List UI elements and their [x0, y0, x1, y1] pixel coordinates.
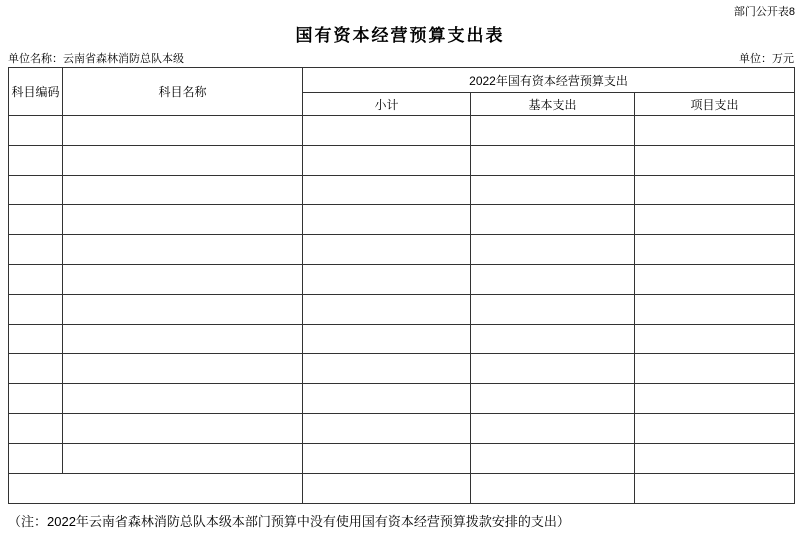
cell-code	[9, 324, 63, 354]
table-row	[9, 175, 795, 205]
cell-basic	[471, 205, 635, 235]
cell-basic	[471, 235, 635, 265]
budget-table	[8, 67, 795, 504]
cell-basic	[471, 175, 635, 205]
cell-code	[9, 413, 63, 443]
table-row	[9, 205, 795, 235]
table-total-row	[9, 473, 795, 503]
cell-basic	[471, 443, 635, 473]
cell-name	[63, 413, 303, 443]
cell-subtotal	[303, 116, 471, 146]
cell-basic	[471, 354, 635, 384]
unit-name-value: 云南省森林消防总队本级	[63, 53, 184, 65]
cell-name	[63, 384, 303, 414]
unit-name-text	[8, 50, 184, 66]
table-row	[9, 413, 795, 443]
header-basic-expenditure: 基本支出	[471, 93, 635, 116]
footnote: （注：2022年云南省森林消防总队本级本部门预算中没有使用国有资本经营预算拨款安排的支出）	[8, 514, 570, 529]
table-row	[9, 384, 795, 414]
cell-code	[9, 264, 63, 294]
cell-merged-label	[9, 473, 303, 503]
cell-basic	[471, 294, 635, 324]
cell-project	[635, 205, 795, 235]
cell-subtotal	[303, 145, 471, 175]
cell-code	[9, 175, 63, 205]
unit-name-label: 单位名称：	[8, 53, 63, 65]
cell-basic	[471, 324, 635, 354]
cell-project	[635, 384, 795, 414]
header-project-expenditure: 项目支出	[635, 93, 795, 116]
cell-subtotal	[303, 205, 471, 235]
cell-project	[635, 413, 795, 443]
cell-code	[9, 354, 63, 384]
cell-project	[635, 294, 795, 324]
cell-subtotal	[303, 294, 471, 324]
header-group-2022-budget: 2022年国有资本经营预算支出	[303, 68, 795, 93]
table-header	[9, 68, 795, 116]
cell-basic	[471, 384, 635, 414]
cell-basic	[471, 473, 635, 503]
cell-subtotal	[303, 235, 471, 265]
cell-project	[635, 443, 795, 473]
cell-basic	[471, 116, 635, 146]
header-subject-name: 科目名称	[63, 68, 303, 116]
cell-subtotal	[303, 473, 471, 503]
table-row	[9, 116, 795, 146]
cell-project	[635, 116, 795, 146]
cell-subtotal	[303, 354, 471, 384]
cell-subtotal	[303, 384, 471, 414]
table-body	[9, 116, 795, 504]
table-row	[9, 294, 795, 324]
cell-project	[635, 324, 795, 354]
corner-table-number: 部门公开表8	[733, 6, 795, 18]
table-row	[9, 145, 795, 175]
cell-name	[63, 175, 303, 205]
cell-name	[63, 235, 303, 265]
table-row	[9, 264, 795, 294]
cell-basic	[471, 413, 635, 443]
header-subject-code: 科目编码	[9, 68, 63, 116]
cell-code	[9, 235, 63, 265]
cell-project	[635, 175, 795, 205]
cell-code	[9, 384, 63, 414]
header-row-1	[9, 68, 795, 93]
table-row	[9, 443, 795, 473]
page-title: 国有资本经营预算支出表	[295, 26, 505, 45]
cell-name	[63, 205, 303, 235]
cell-code	[9, 145, 63, 175]
cell-subtotal	[303, 175, 471, 205]
cell-name	[63, 294, 303, 324]
cell-code	[9, 205, 63, 235]
cell-basic	[471, 264, 635, 294]
cell-name	[63, 354, 303, 384]
cell-name	[63, 145, 303, 175]
cell-basic	[471, 145, 635, 175]
unit-of-measure-label: 单位：万元	[739, 53, 794, 65]
cell-project	[635, 235, 795, 265]
cell-project	[635, 473, 795, 503]
header-subtotal: 小计	[303, 93, 471, 116]
cell-code	[9, 294, 63, 324]
cell-project	[635, 264, 795, 294]
cell-name	[63, 324, 303, 354]
cell-name	[63, 116, 303, 146]
cell-name	[63, 264, 303, 294]
cell-subtotal	[303, 264, 471, 294]
meta-row	[8, 50, 794, 66]
cell-code	[9, 116, 63, 146]
table-row	[9, 235, 795, 265]
cell-subtotal	[303, 443, 471, 473]
table-row	[9, 324, 795, 354]
cell-code	[9, 443, 63, 473]
cell-subtotal	[303, 413, 471, 443]
cell-name	[63, 443, 303, 473]
cell-subtotal	[303, 324, 471, 354]
cell-project	[635, 354, 795, 384]
cell-project	[635, 145, 795, 175]
table-row	[9, 354, 795, 384]
